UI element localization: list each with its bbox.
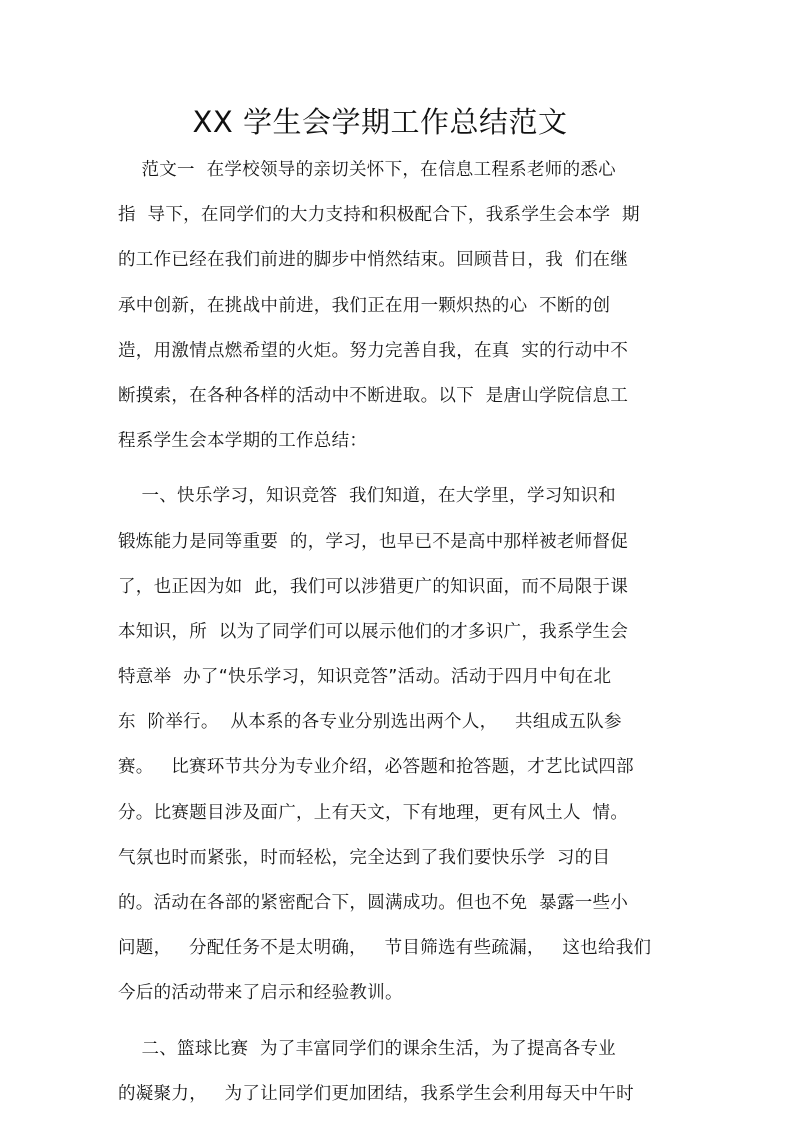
text-line: 一、快乐学习，知识竞答 我们知道，在大学里，学习知识和 [118,486,616,507]
text-line: 赛。 比赛环节共分为专业介绍，必答题和抢答题，才艺比试四部 [118,757,634,778]
text-line: 承中创新，在挑战中前进，我们正在用一颗炽热的心 不断的创 [118,295,611,316]
text-line: 程系学生会本学期的工作总结： [118,431,368,452]
text-line: 的。活动在各部的紧密配合下，圆满成功。但也不免 暴露一些小 [118,893,629,913]
text-line: 的工作已经在我们前进的脚步中悄然结束。回顾昔日，我 们在继 [118,250,629,271]
text-line: 了，也正因为如 此，我们可以涉猎更广的知识面，而不局限于课 [118,576,629,597]
text-line: 今后的活动带来了启示和经验教训。 [118,983,403,1004]
text-line: 造，用激情点燃希望的火炬。努力完善自我，在真 实的行动中不 [118,340,629,361]
text-line: 范文一 在学校领导的亲切关怀下，在信息工程系老师的悉心 [118,160,616,180]
paragraph [118,1027,678,1117]
text-line: 本知识，所 以为了同学们可以展示他们的才多识广，我系学生会 [118,621,629,642]
text-line: 二、篮球比赛 为了丰富同学们的课余生活，为了提高各专业 [118,1038,616,1059]
text-line: 问题， 分配任务不是太明确， 节目筛选有些疏漏， 这也给我们 [118,938,652,959]
paragraph [118,148,678,464]
text-line: 的凝聚力， 为了让同学们更加团结，我系学生会利用每天中午时 [118,1083,634,1104]
text-line: 断摸索，在各种各样的活动中不断进取。以下 是唐山学院信息工 [118,385,629,406]
text-line: 分。比赛题目涉及面广，上有天文，下有地理，更有风土人 情。 [118,802,629,823]
text-line: 特意举 办了“快乐学习，知识竞答”活动。活动于四月中旬在北 [118,667,612,688]
text-line: 指 导下，在同学们的大力支持和积极配合下，我系学生会本学 期 [118,205,640,226]
text-line: 锻炼能力是同等重要 的，学习，也早已不是高中那样被老师督促 [118,531,629,552]
document-body [118,148,678,1117]
paragraph [118,474,678,1016]
document-title: XX 学生会学期工作总结范文 [192,105,568,139]
text-line: 气氛也时而紧张，时而轻松，完全达到了我们要快乐学 习的目 [118,847,611,868]
text-line: 东 阶举行。 从本系的各专业分别选出两个人， 共组成五队参 [118,712,622,733]
paragraph-gap [118,1017,678,1027]
paragraph-gap [118,464,678,474]
